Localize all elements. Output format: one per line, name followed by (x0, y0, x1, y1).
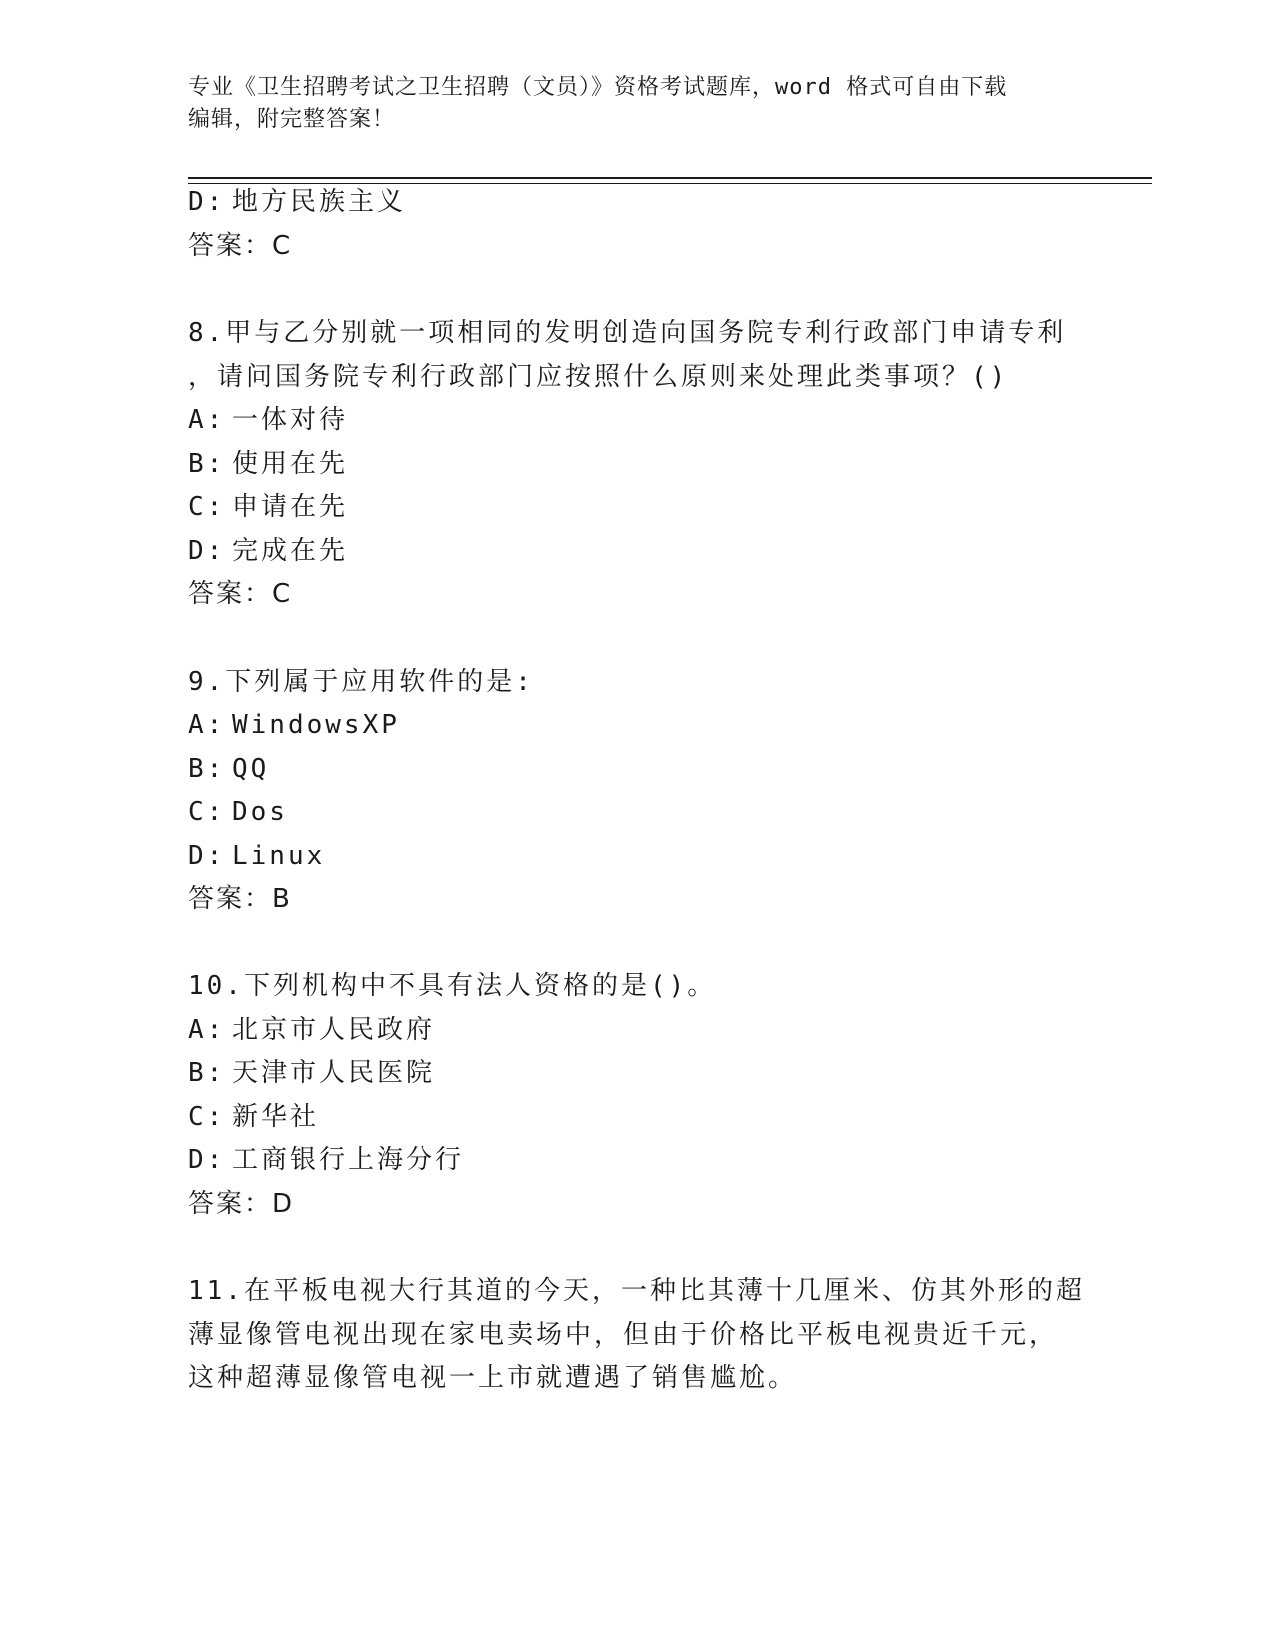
q9-option-c (188, 796, 288, 828)
option-letter: D: (188, 841, 226, 871)
option-letter: C: (188, 492, 226, 522)
option-text: Linux (232, 841, 326, 871)
q10-option-b (188, 1057, 435, 1089)
q11-stem-line-3: 这种超薄显像管电视一上市就遭遇了销售尴尬。 (188, 1363, 798, 1393)
q9-option-a (188, 709, 400, 741)
header-line-1: 专业《卫生招聘考试之卫生招聘（文员）》资格考试题库，word 格式可自由下载 (188, 75, 1008, 100)
option-letter: D: (188, 187, 226, 217)
option-text: QQ (232, 754, 270, 784)
option-letter: C: (188, 1102, 226, 1132)
option-letter: A: (188, 710, 226, 740)
q8-option-a (188, 404, 348, 436)
q7-answer: 答案：C (188, 231, 293, 261)
option-letter: A: (188, 405, 226, 435)
option-letter: C: (188, 797, 226, 827)
option-text: 完成在先 (232, 536, 349, 566)
header-divider-thin (188, 183, 1152, 184)
q10-option-d (188, 1144, 464, 1176)
option-letter: D: (188, 1145, 226, 1175)
q9-option-d (188, 840, 325, 872)
header-line-2: 编辑，附完整答案！ (188, 107, 396, 132)
option-text: 地方民族主义 (232, 187, 407, 217)
option-letter: B: (188, 449, 226, 479)
header-divider-thick (188, 177, 1152, 179)
option-text: 一体对待 (232, 405, 349, 435)
q8-stem-line-2: ，请问国务院专利行政部门应按照什么原则来处理此类事项？() (188, 362, 1009, 392)
q8-option-d (188, 535, 348, 567)
q10-stem-line-1: 10.下列机构中不具有法人资格的是()。 (188, 971, 717, 1001)
q8-option-b (188, 448, 348, 480)
q8-answer: 答案：C (188, 579, 293, 609)
option-text: 申请在先 (232, 492, 349, 522)
option-text: Dos (232, 797, 288, 827)
option-text: 使用在先 (232, 449, 349, 479)
option-letter: B: (188, 754, 226, 784)
q10-answer: 答案：D (188, 1189, 295, 1219)
option-letter: A: (188, 1015, 226, 1045)
document-header (188, 72, 1068, 136)
q11-stem-line-2: 薄显像管电视出现在家电卖场中，但由于价格比平板电视贵近千元， (188, 1320, 1059, 1350)
q10-option-c (188, 1101, 319, 1133)
q9-answer: 答案：B (188, 884, 292, 914)
option-text: 新华社 (232, 1102, 320, 1132)
q11-stem-line-1: 11.在平板电视大行其道的今天，一种比其薄十几厘米、仿其外形的超 (188, 1276, 1085, 1306)
q9-stem-line-1: 9.下列属于应用软件的是: (188, 667, 534, 697)
option-text: 天津市人民医院 (232, 1058, 436, 1088)
option-letter: B: (188, 1058, 226, 1088)
q9-option-b (188, 753, 269, 785)
option-text: WindowsXP (232, 710, 400, 740)
q7-option-d (188, 186, 406, 218)
option-letter: D: (188, 536, 226, 566)
q8-stem-line-1: 8.甲与乙分别就一项相同的发明创造向国务院专利行政部门申请专利 (188, 318, 1067, 348)
option-text: 北京市人民政府 (232, 1015, 436, 1045)
option-text: 工商银行上海分行 (232, 1145, 465, 1175)
q8-option-c (188, 491, 348, 523)
q10-option-a (188, 1014, 435, 1046)
